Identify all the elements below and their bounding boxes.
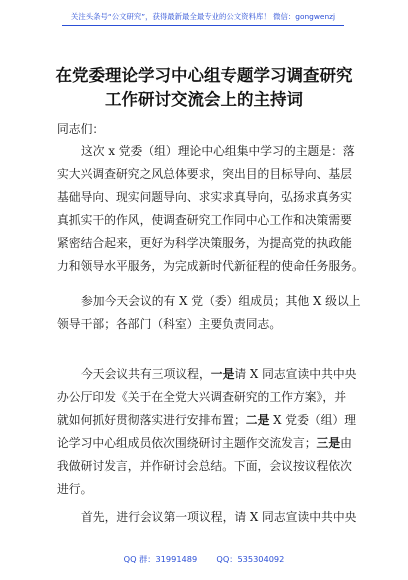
- paragraph-line: [57, 409, 357, 432]
- paragraph-line: 办公厅印发《关于在全党大兴调查研究的工作方案》，并: [57, 390, 347, 404]
- paragraph-line: 紧密结合起来，更好为科学决策服务，为提高党的执政能: [57, 236, 352, 250]
- document-title: [40, 64, 368, 112]
- paragraph-line: [57, 363, 357, 386]
- paragraph-attendees: [57, 290, 361, 336]
- paragraph-agenda: [57, 363, 357, 501]
- paragraph-line: 进行。: [57, 482, 93, 496]
- paragraph-line: 力和领导水平服务，为完成新时代新征程的使命任务服务。: [57, 259, 364, 273]
- footer-contacts: [0, 554, 408, 565]
- paragraph-topic: [57, 140, 364, 278]
- paragraph-line: 真抓实干的作风，使调查研究工作同中心工作和决策需要: [57, 213, 352, 227]
- agenda-text: 论学习中心组成员依次围绕研讨主题作交流发言；: [57, 436, 317, 450]
- agenda-text: 今天会议共有三项议程，: [81, 367, 211, 381]
- paragraph-first-item: [57, 506, 357, 529]
- greeting-text: 同志们：: [57, 122, 105, 136]
- agenda-item-two-marker: 二是: [245, 413, 270, 427]
- agenda-text: X 党委（组）理: [269, 413, 357, 427]
- header-banner-text: 关注头条号“公文研究”，获得最新最全最专业的公文资料库！ 微信：gongwenzj: [70, 11, 336, 21]
- agenda-text: 由: [340, 436, 352, 450]
- paragraph-line: 我做研讨发言，并作研讨会总结。下面，会议按议程依次: [57, 459, 352, 473]
- greeting: [57, 118, 357, 141]
- footer-qq-group[interactable]: QQ 群：31991489: [123, 554, 198, 564]
- paragraph-line: 首先，进行会议第一项议程，请 X 同志宣读中共中央: [81, 510, 357, 524]
- agenda-text: 请 X 同志宣读中共中央: [234, 367, 357, 381]
- title-line-2: 工作研讨交流会上的主持词: [105, 90, 303, 109]
- agenda-item-one-marker: 一是: [210, 367, 235, 381]
- paragraph-line: 实大兴调查研究之风总体要求，突出目的目标导向、基层: [57, 167, 352, 181]
- paragraph-line: 基础导向、现实问题导向、求实求真导向，弘扬求真务实: [57, 190, 352, 204]
- paragraph-line: 参加今天会议的有 X 党（委）组成员；其他 X 级以上: [81, 294, 361, 308]
- agenda-item-three-marker: 三是: [316, 436, 341, 450]
- header-divider: [62, 25, 344, 26]
- paragraph-line: [57, 432, 357, 455]
- title-line-1: 在党委理论学习中心组专题学习调查研究: [55, 66, 353, 85]
- paragraph-line: 这次 x 党委（组）理论中心组集中学习的主题是：落: [81, 144, 355, 158]
- agenda-text: 就如何抓好贯彻落实进行安排布置；: [57, 413, 246, 427]
- footer-qq[interactable]: QQ：535304092: [216, 554, 285, 564]
- header-banner[interactable]: [58, 6, 348, 26]
- paragraph-line: 领导干部；各部门（科室）主要负责同志。: [57, 317, 282, 331]
